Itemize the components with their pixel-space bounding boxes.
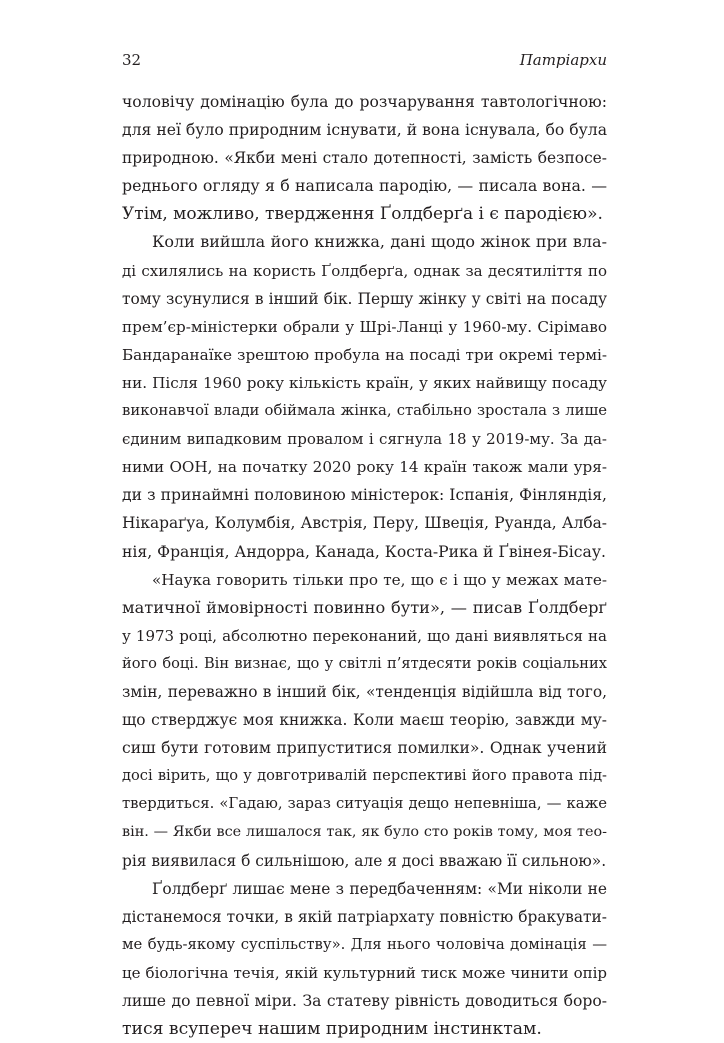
page-number: 32 (122, 51, 142, 69)
body-text (122, 88, 607, 1043)
paragraph-first-line: «Наука говорить тільки про те, що є і що у межах мате- (152, 570, 607, 589)
text-line: ди з принаймні половиною міністерок: Іспанія, Фінляндія, (122, 486, 607, 505)
text-line: Нікараґуа, Колумбія, Австрія, Перу, Швеція, Руанда, Алба- (122, 514, 607, 533)
text-line: єдиним випадковим провалом і сягнула 18 у 2019-му. За да- (122, 430, 607, 449)
text-line: сиш бути готовим припуститися помилки». Однак учений (122, 739, 607, 758)
text-line: ними ООН, на початку 2020 року 14 країн також мали уря- (122, 458, 607, 477)
text-line: ни. Після 1960 року кількість країн, у яких найвищу посаду (122, 373, 607, 392)
text-line: досі вірить, що у довготривалій перспективі його правота під- (122, 767, 607, 785)
paragraph-first-line: Ґолдберґ лишає мене з передбаченням: «Ми ніколи не (152, 879, 607, 898)
text-line: для неї було природним існувати, й вона існувала, бо була (122, 121, 607, 140)
text-line: змін, переважно в інший бік, «тенденція відійшла від того, (122, 682, 607, 701)
text-line: ме будь-якому суспільству». Для нього чоловіча домінація — (122, 935, 607, 953)
text-line: Утім, можливо, твердження Ґолдберґа і є пародією». (122, 204, 603, 225)
text-line: тому зсунулися в інший бік. Першу жінку у світі на посаду (122, 289, 607, 308)
text-line: рія виявилася б сильнішою, але я досі вважаю її сильною». (122, 851, 607, 870)
text-line: реднього огляду я б написала пародію, — писала вона. — (122, 176, 607, 196)
text-line: що стверджує моя книжка. Коли маєш теорію, завжди му- (122, 711, 607, 730)
text-line: прем’єр-міністерки обрали у Шрі-Ланці у 1960-му. Сірімаво (122, 317, 607, 336)
text-line: нія, Франція, Андорра, Канада, Коста-Рика й Ґвінея-Бісау. (122, 542, 606, 561)
text-line: ді схилялись на користь Ґолдберґа, однак за десятиліття по (122, 261, 607, 280)
text-line: він. — Якби все лишалося так, як було сто років тому, моя тео- (122, 824, 607, 841)
text-line: природною. «Якби мені стало дотепності, замість безпосе- (122, 149, 607, 168)
text-line: матичної ймовірності повинно бути», — писав Ґолдберґ (122, 597, 607, 617)
text-line: лише до певної міри. За статеву рівність доводиться боро- (122, 992, 607, 1010)
running-head (122, 48, 607, 72)
running-title: Патріархи (519, 51, 607, 69)
text-line: тися всупереч нашим природним інстинктам. (122, 1019, 542, 1040)
text-line: чоловічу домінацію була до розчарування тавтологічною: (122, 93, 607, 111)
text-line: його боці. Він визнає, що у світлі п’ятдесяти років соціальних (122, 654, 607, 672)
text-line: дістанемося точки, в якій патріархату повністю бракувати- (122, 907, 607, 926)
text-line: твердиться. «Гадаю, зараз ситуація дещо непевніша, — каже (122, 795, 607, 813)
text-line: у 1973 році, абсолютно переконаний, що дані виявляться на (122, 626, 607, 645)
paragraph-first-line: Коли вийшла його книжка, дані щодо жінок при вла- (152, 232, 607, 252)
text-line: Бандаранаїке зрештою пробула на посаді три окремі термі- (122, 345, 607, 364)
text-line: це біологічна течія, якій культурний тиск може чинити опір (122, 963, 607, 982)
text-line: виконавчої влади обіймала жінка, стабільно зростала з лише (122, 402, 607, 420)
